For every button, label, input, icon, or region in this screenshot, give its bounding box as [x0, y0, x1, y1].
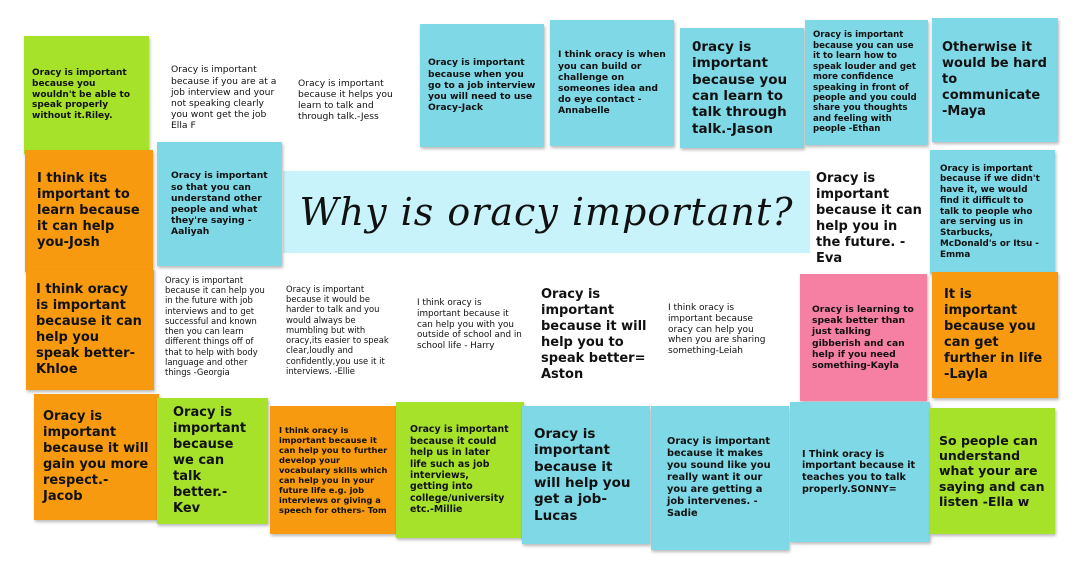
sticky-note-text: I think oracy is important because it can help you to further develop your vocabulary skills which can help you in your future life e.g. job interviews or giving a speech for others- Tom [279, 424, 388, 516]
board-title: Why is oracy important? [299, 190, 794, 234]
sticky-note-sadie[interactable] [651, 406, 789, 550]
sticky-note-ellie[interactable] [280, 273, 404, 387]
sticky-note-text: Oracy is important because it helps you learn to talk and through talk.-Jess [298, 77, 393, 123]
sticky-note-text: Oracy is important because if we didn't have it, we would find it difficult to talk to people who are serving us in Starbucks, McDonald's or Itsu - Emma [940, 163, 1040, 260]
sticky-note-text: Oracy is important because if you are at a job interview and your not speaking clearly you wont get the job Ella F [171, 64, 277, 132]
sticky-note-text: I think oracy is important because it can help you speak better-Khloe [36, 282, 142, 377]
sticky-note-ella-w[interactable] [930, 408, 1055, 534]
sticky-note-text: So people can understand what your are saying and can listen -Ella w [939, 432, 1045, 509]
board-title-banner [283, 171, 810, 253]
sticky-note-text: Oracy is important because it can help you in the future with job interviews and to get successful and known then you can learn different things off of that to help with body language and other things -Georgia [165, 274, 265, 377]
sticky-note-text: I think oracy is important because it can help you with you outside of school and in school life - Harry [417, 298, 522, 352]
sticky-note-text: Oracy is important because it will help you get a job-Lucas [534, 425, 631, 524]
sticky-note-riley[interactable] [24, 36, 149, 154]
sticky-note-tom[interactable] [270, 406, 399, 534]
sticky-note-khloe[interactable] [26, 270, 154, 390]
sticky-note-kev[interactable] [157, 398, 268, 524]
sticky-note-harry[interactable] [410, 283, 534, 367]
sticky-note-text: I think oracy is important because oracy can help you when you are sharing something-Leiah [668, 302, 766, 357]
sticky-note-text: Oracy is learning to speak better than just talking gibberish and can help if you need something-Kayla [812, 303, 914, 371]
sticky-note-georgia[interactable] [158, 264, 280, 388]
sticky-note-aston[interactable] [535, 280, 663, 390]
sticky-note-text: It is important because you can get further in life -Layla [944, 287, 1043, 382]
sticky-note-text: Oracy is important because you can use it to learn how to speak louder and get more confidence speaking in front of people and you could share you thoughts and feeling with people -Ethan [813, 30, 917, 135]
sticky-note-eva[interactable] [810, 164, 928, 274]
sticky-note-ella-f[interactable] [163, 55, 285, 141]
sticky-note-josh[interactable] [25, 150, 153, 272]
sticky-note-text: Oracy is important because we can talk better.- Kev [173, 405, 247, 516]
sticky-note-text: Oracy is important so that you can understand other people and what they're saying -Aaliyah [171, 170, 268, 238]
sticky-note-text: Oracy is important because it will help you to speak better= Aston [541, 287, 647, 382]
sticky-note-leiah[interactable] [660, 286, 784, 374]
sticky-note-text: Oracy is important because it would be harder to talk and you would always be mumbling but with oracy,its easier to speak clear,loudly and confidently,you use it it interviews. -Ellie [286, 283, 389, 376]
sticky-note-kayla[interactable] [800, 274, 927, 401]
sticky-note-text: Oracy is important because it makes you sound like you really want it our you are getting a job intervenes. - Sadie [667, 436, 771, 519]
sticky-note-jess[interactable] [290, 72, 412, 128]
sticky-note-jacob[interactable] [34, 394, 159, 520]
sticky-note-maya[interactable] [932, 18, 1058, 142]
sticky-note-aaliyah[interactable] [157, 142, 282, 266]
sticky-note-text: 0racy is important because you can learn to talk through talk.-Jason [692, 38, 788, 137]
sticky-note-jason[interactable] [680, 28, 804, 148]
sticky-note-annabelle[interactable] [550, 20, 674, 146]
sticky-note-emma[interactable] [930, 150, 1055, 274]
sticky-note-text: Oracy is important because it could help us in later life such as job interviews, getting into college/university etc.-Millie [410, 424, 509, 516]
sticky-note-text: Oracy is important because you wouldn't be able to speak properly without it.Riley. [32, 67, 131, 122]
sticky-note-text: Oracy is important because it will gain you more respect.- Jacob [43, 409, 149, 504]
sticky-note-sonny[interactable] [790, 402, 930, 542]
sticky-note-text: Oracy is important because when you go to a job interview you will need to use Oracy-Jack [428, 57, 536, 114]
sticky-note-millie[interactable] [396, 402, 524, 538]
sticky-note-layla[interactable] [932, 272, 1058, 398]
sticky-note-text: I think oracy is when you can build or challenge on someones idea and do eye contact - Annabelle [558, 49, 666, 117]
sticky-note-jack[interactable] [420, 24, 544, 147]
sticky-note-ethan[interactable] [805, 20, 928, 145]
sticky-note-text: I Think oracy is important because it teaches you to talk properly.SONNY= [802, 448, 916, 495]
sticky-note-lucas[interactable] [522, 406, 650, 544]
sticky-note-text: Otherwise it would be hard to communicate -Maya [942, 40, 1047, 119]
sticky-note-text: Oracy is important because it can help you in the future. -Eva [816, 171, 922, 266]
sticky-note-text: I think its important to learn because it can help you-Josh [37, 171, 140, 250]
